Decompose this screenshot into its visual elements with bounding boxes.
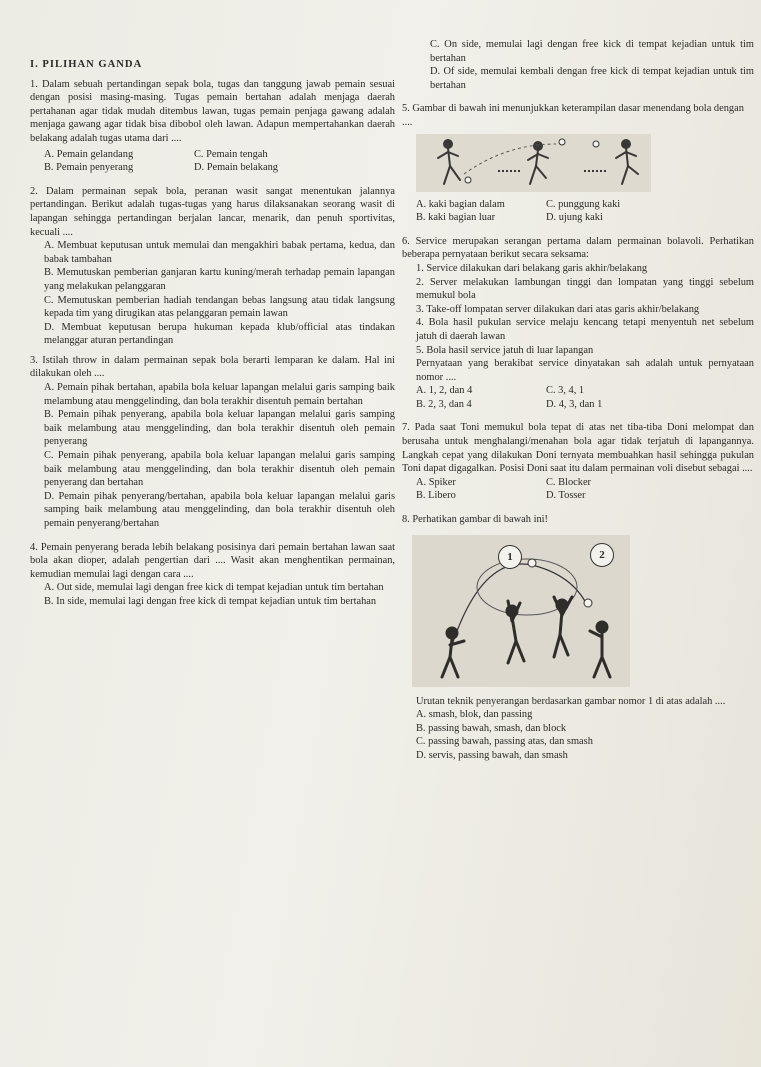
question-3-options (30, 381, 395, 531)
question-8-stem: 8. Perhatikan gambar di bawah ini! (402, 514, 549, 526)
option-4a[interactable]: A. Out side, memulai lagi dengan free kick di tempat kejadian untuk tim bertahan (44, 582, 384, 594)
question-1-stem: 1. Dalam sebuah pertandingan sepak bola, tugas dan tanggung jawab pemain sesuai dengan posisi masing-masing. Tugas pemain bertahan adalah menjaga daerah pertahanan agar tidak mudah ditembus lawan, tugas pemain penjaga gawang adalah menjaga gawang agar tidak bisa dibobol oleh lawan. Adapun mempertahankan daerah belakang adalah tugas utama dari .... (30, 78, 395, 144)
option-5a[interactable]: A. kaki bagian dalam (416, 198, 505, 210)
question-5-options (402, 198, 754, 225)
option-2c[interactable]: C. Memutuskan pemberian hadiah tendangan bebas langsung atau tidak langsung kepada tim yang dirugikan atas pelanggaran pemain lawan (44, 294, 395, 320)
option-6a[interactable]: A. 1, 2, dan 4 (416, 385, 473, 397)
question-7-options (402, 476, 754, 503)
statement-5: 5. Bola hasil service jatuh di luar lapangan (416, 344, 594, 356)
option-5c[interactable]: C. punggung kaki (546, 198, 621, 210)
question-7-stem: 7. Pada saat Toni memukul bola tepat di atas net tiba-tiba Doni melompat dan berusaha untuk menghalangi/menahan bola agar tidak terjatuh di lapangannya. Langkah cepat yang dilakukan Doni ternyata membuahkan hasil sehingga pukulan Toni dapat digagalkan. Posisi Doni saat itu dalam permainan voli disebut sebagai .... (402, 422, 754, 475)
option-6d[interactable]: D. 4, 3, dan 1 (546, 398, 603, 410)
question-6-statements (402, 262, 754, 384)
option-6b[interactable]: B. 2, 3, dan 4 (416, 398, 472, 410)
option-8c[interactable]: C. passing bawah, passing atas, dan smash (416, 736, 593, 748)
kicking-sequence-image (416, 134, 651, 192)
option-7c[interactable]: C. Blocker (546, 476, 592, 488)
question-6-stem: 6. Service merupakan serangan pertama dalam permainan bolavoli. Perhatikan beberapa pernyataan berikut secara seksama: (402, 235, 754, 261)
option-2a[interactable]: A. Membuat keputusan untuk memulai dan mengakhiri babak pertama, kedua, dan babak tambahan (44, 240, 395, 265)
question-4-options-left (30, 581, 395, 608)
question-5-stem: 5. Gambar di bawah ini menunjukkan keterampilan dasar menendang bola dengan .... (402, 103, 744, 128)
option-3a[interactable]: A. Pemain pihak bertahan, apabila bola keluar lapangan melalui garis samping baik melambung atau menggelinding, dan bola terakhir disentuh pemain bertahan (44, 382, 395, 407)
question-2-stem: 2. Dalam permainan sepak bola, peranan wasit sangat menentukan jalannya pertandingan. Berikut adalah tugas-tugas yang harus dilaksanakan seorang wasit di lapangan sehingga pertandingan berjalan lancar, menarik, dan penuh sportivitas, kecuali .... (30, 185, 395, 238)
option-3b[interactable]: B. Pemain pihak penyerang, apabila bola keluar lapangan melalui garis samping baik melambung atau menggelinding, dan bola terakhir disentuh oleh pemain penyerang (44, 409, 395, 448)
question-1-options (30, 148, 395, 175)
volleyball-figure (412, 535, 630, 687)
option-4d[interactable]: D. Of side, memulai kembali dengan free kick di tempat kejadian untuk tim bertahan (430, 66, 754, 91)
question-6-tail: Pernyataan yang berakibat service dinyatakan sah adalah untuk pernyataan nomor .... (416, 358, 754, 383)
option-1d[interactable]: D. Pemain belakang (194, 162, 278, 174)
question-4-options-right (402, 38, 754, 92)
option-4b[interactable]: B. In side, memulai lagi dengan free kick di tempat kejadian untuk tim bertahan (44, 595, 377, 607)
option-7d[interactable]: D. Tosser (546, 490, 586, 502)
right-column (402, 38, 754, 763)
statement-4: 4. Bola hasil pukulan service melaju kencang tetapi menyentuh net sebelum jatuh di daerah lawan (416, 317, 754, 342)
question-8-tail: Urutan teknik penyerangan berdasarkan gambar nomor 1 di atas adalah .... (416, 695, 726, 707)
option-3c[interactable]: C. Pemain pihak penyerang, apabila bola keluar lapangan melalui garis samping baik melambung atau menggelinding, dan bola terakhir disentuh oleh pemain penyerang dan bertahan (44, 450, 395, 489)
option-7b[interactable]: B. Libero (416, 490, 456, 502)
option-8b[interactable]: B. passing bawah, smash, dan block (416, 722, 567, 734)
question-3-stem: 3. Istilah throw in dalam permainan sepak bola berarti lemparan ke dalam. Hal ini dilakukan oleh .... (30, 354, 395, 380)
question-2-options (30, 239, 395, 348)
question-6-options (402, 384, 754, 411)
option-1b[interactable]: B. Pemain penyerang (44, 162, 134, 174)
question-4-stem: 4. Pemain penyerang berada lebih belakang posisinya dari pemain bertahan lawan saat bola akan dioper, adalah pengertian dari .... Wasit akan menghentikan permainan, kemudian memulai lagi dengan cara .... (30, 541, 395, 580)
option-5d[interactable]: D. ujung kaki (546, 212, 603, 224)
question-8-options (402, 708, 754, 762)
section-title: I. PILIHAN GANDA (30, 59, 143, 70)
option-1a[interactable]: A. Pemain gelandang (44, 148, 134, 160)
statement-1: 1. Service dilakukan dari belakang garis akhir/belakang (416, 262, 648, 274)
option-8a[interactable]: A. smash, blok, dan passing (416, 709, 533, 721)
label-1-badge: 1 (498, 545, 522, 569)
option-5b[interactable]: B. kaki bagian luar (416, 212, 496, 224)
statement-2: 2. Server melakukan lambungan tinggi dan lompatan yang tinggi sebelum memukul bola (416, 276, 754, 302)
label-2-badge: 2 (590, 543, 614, 567)
kicking-figure (416, 134, 651, 192)
option-6c[interactable]: C. 3, 4, 1 (546, 385, 585, 397)
option-4c[interactable]: C. On side, memulai lagi dengan free kick di tempat kejadian untuk tim bertahan (430, 39, 754, 64)
option-7a[interactable]: A. Spiker (416, 476, 456, 488)
option-1c[interactable]: C. Pemain tengah (194, 148, 268, 160)
option-3d[interactable]: D. Pemain pihak penyerang/bertahan, apabila bola keluar lapangan melalui garis samping baik melambung atau menggelinding, dan bola terakhir disentuh oleh pemain penyerang/bertahan (44, 490, 395, 529)
option-2b[interactable]: B. Memutuskan pemberian ganjaran kartu kuning/merah terhadap pemain lapangan yang melakukan pelanggaran (44, 267, 395, 292)
statement-3: 3. Take-off lompatan server dilakukan dari atas garis akhir/belakang (416, 303, 700, 315)
left-column (30, 58, 395, 609)
option-2d[interactable]: D. Membuat keputusan berupa hukuman kepada klub/official atas tindakan melanggar aturan pertandingan (44, 321, 395, 347)
option-8d[interactable]: D. servis, passing bawah, dan smash (416, 750, 568, 761)
